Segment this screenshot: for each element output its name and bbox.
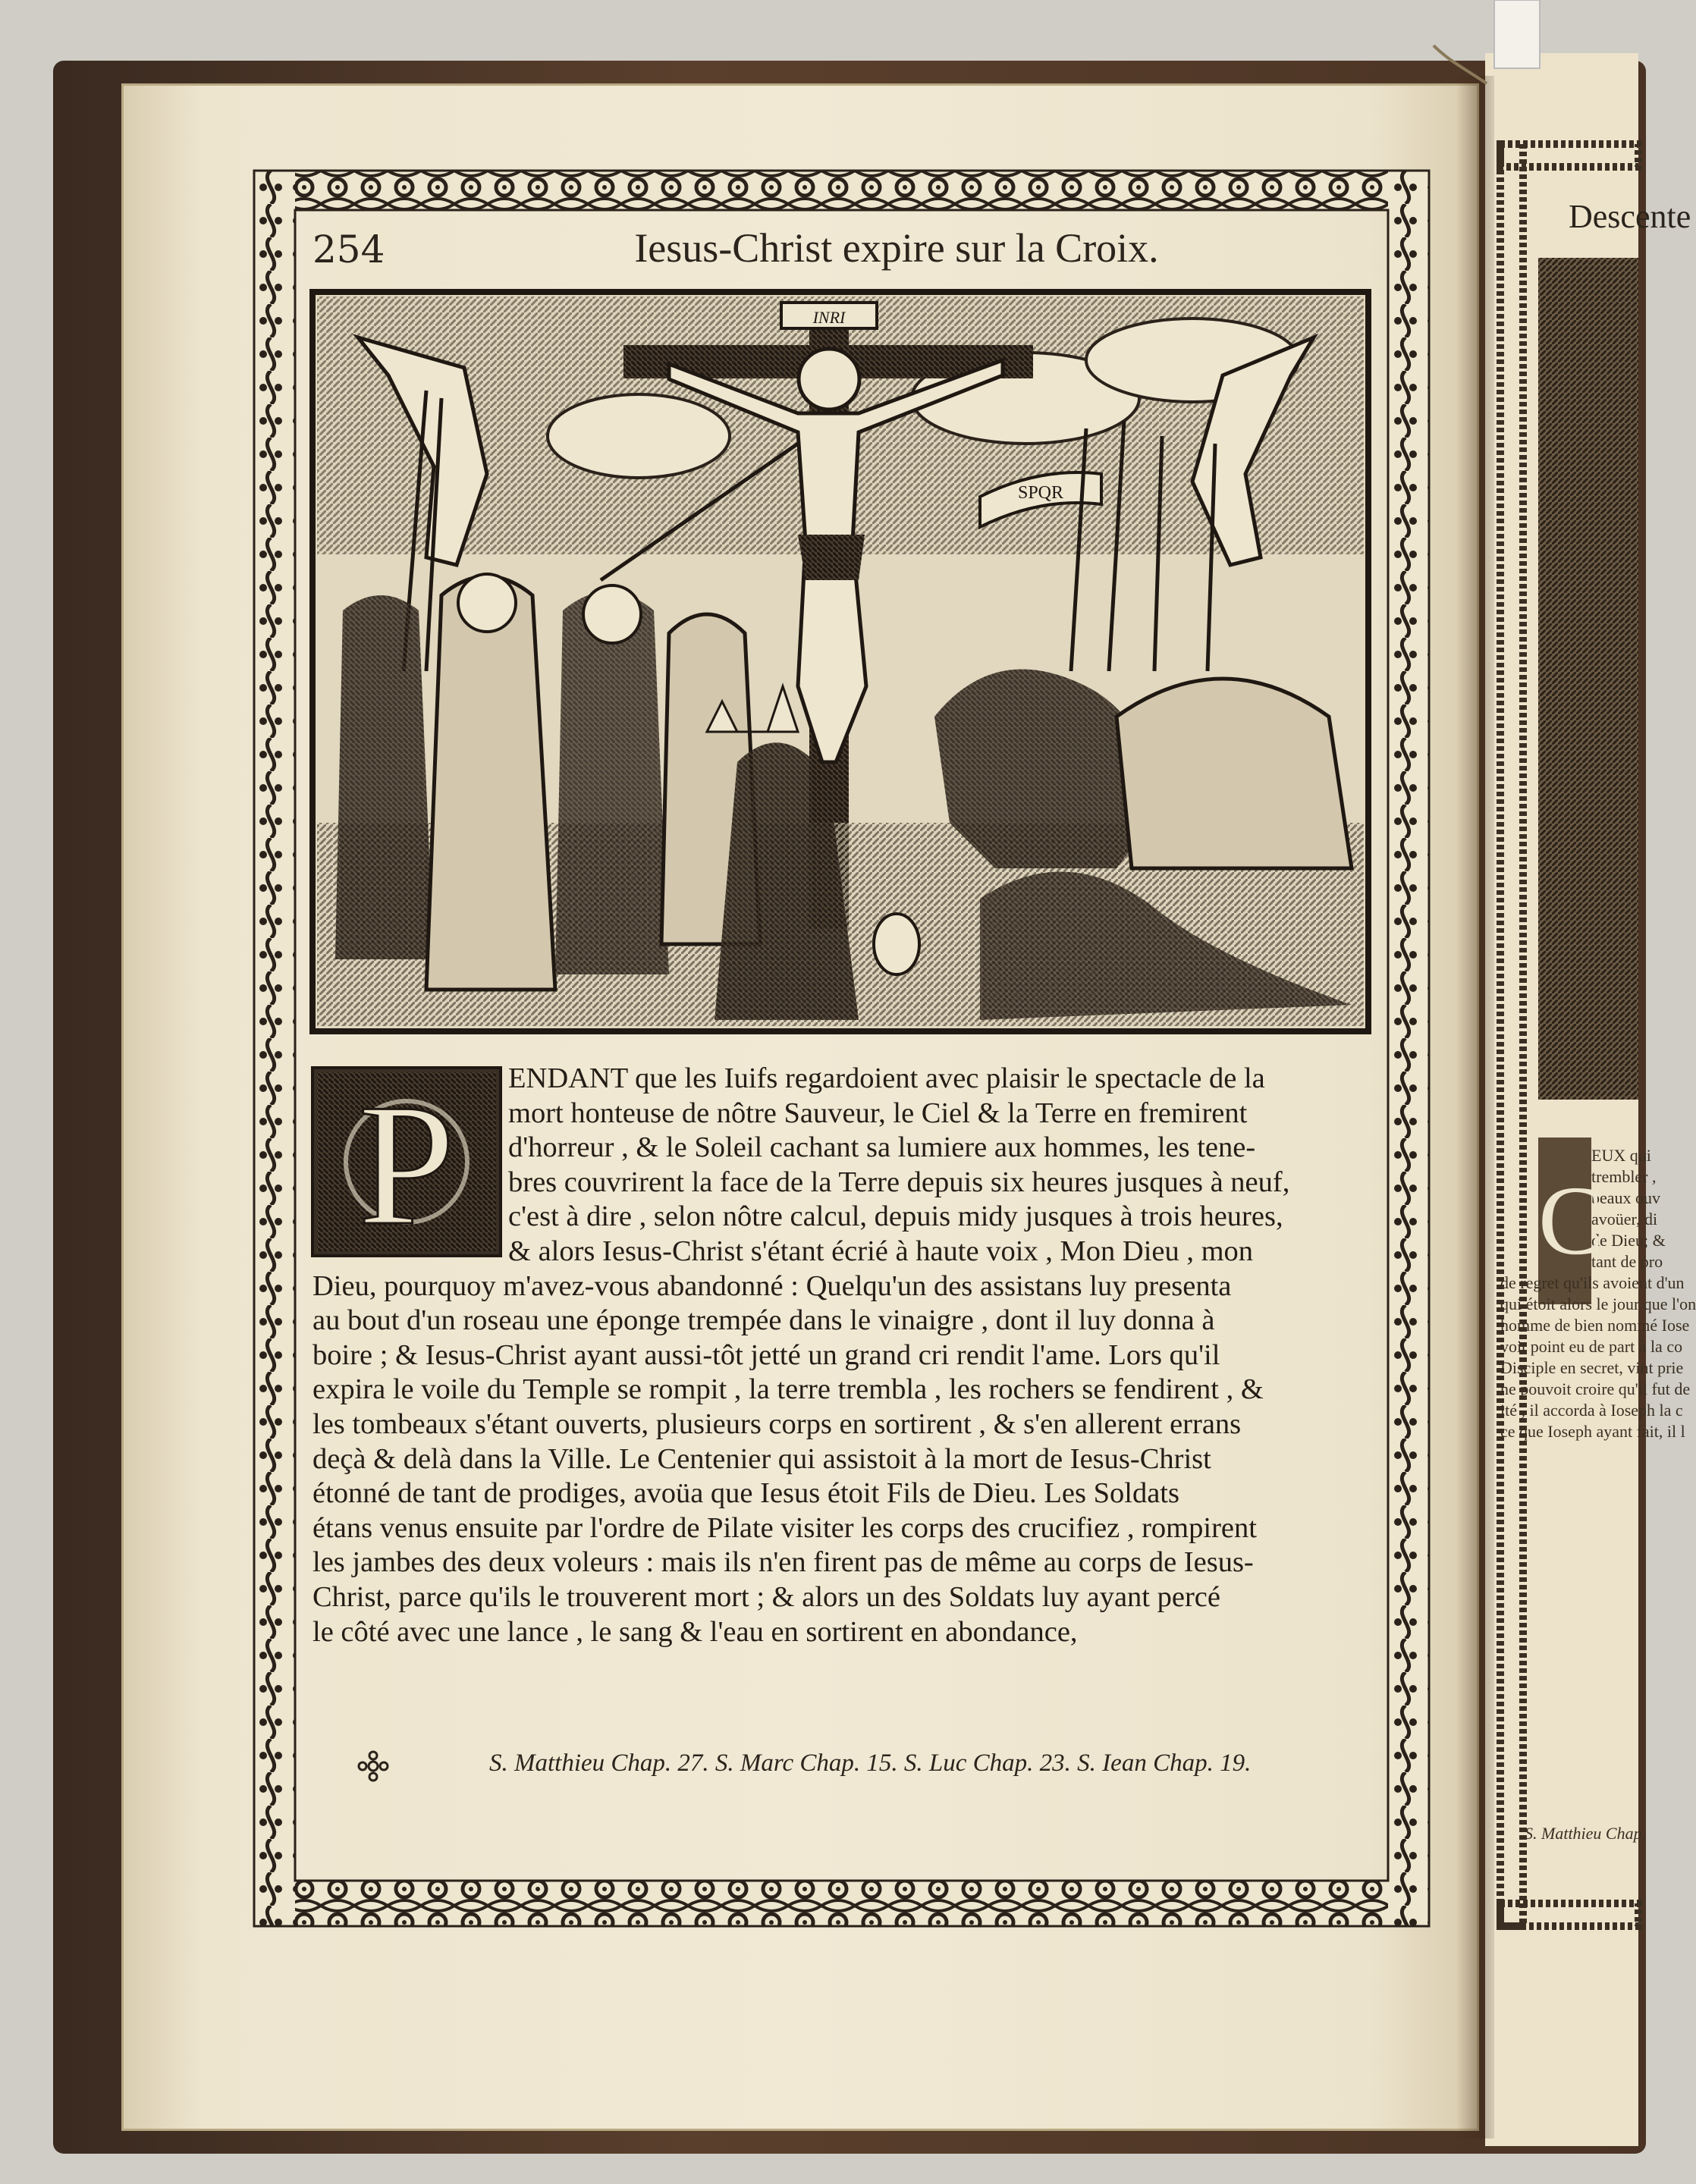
text-line: au bout d'un roseau une éponge trempée dans le vinaigre , dont il luy donna à: [313, 1304, 1215, 1337]
crucifixion-woodcut: [313, 292, 1368, 1031]
facing-line: avoüer, di: [1591, 1210, 1658, 1228]
facing-line: EUX qui: [1591, 1146, 1651, 1165]
facing-line: ne pouvoit croire qu'il fut de: [1500, 1379, 1691, 1398]
text-line: les tombeaux s'étant ouverts, plusieurs corps en sortirent , & s'en allerent errans: [313, 1407, 1242, 1440]
text-line: expira le voile du Temple se rompit , la terre trembla , les rochers se fendirent , &: [313, 1373, 1264, 1406]
text-line: boire ; & Iesus-Christ ayant aussi-tôt jetté un grand cri rendit l'ame. Lors qu'il: [313, 1338, 1220, 1371]
facing-line: voit point eu de part à la co: [1500, 1337, 1683, 1356]
facing-line: homme de bien nommé Iose: [1500, 1316, 1690, 1335]
page-number: 254: [313, 228, 385, 271]
dropcap-letter: P: [358, 1068, 455, 1261]
facing-page: [1485, 53, 1696, 2146]
facing-dropcap: C: [1538, 1166, 1604, 1276]
text-line: bres couvrirent la face de la Terre depuis six heures jusques à neuf,: [508, 1166, 1290, 1198]
facing-line: de regret qu'ils avoient d'un: [1500, 1273, 1685, 1292]
inri-sign: INRI: [812, 308, 846, 327]
facing-page-title: Descente: [1569, 198, 1691, 235]
text-line: le côté avec une lance , le sang & l'eau en sortirent en abondance,: [313, 1615, 1078, 1648]
text-line: d'horreur , & le Soleil cachant sa lumiere aux hommes, les tene-: [508, 1131, 1256, 1164]
facing-line: ce que Ioseph ayant fait, il l: [1500, 1422, 1685, 1441]
facing-line: qui étoit alors le jour que l'on: [1500, 1294, 1696, 1313]
text-line: & alors Iesus-Christ s'étant écrié à haute voix , Mon Dieu , mon: [508, 1235, 1254, 1267]
scripture-footnote: [356, 1748, 1358, 1793]
footnote-text: S. Matthieu Chap. 27. S. Marc Chap. 15. S. Luc Chap. 23. S. Iean Chap. 19.: [489, 1749, 1252, 1777]
text-line: les jambes des deux voleurs : mais ils n'en firent pas de même au corps de Iesus-: [313, 1546, 1254, 1579]
facing-line: beaux ouv: [1591, 1188, 1661, 1207]
text-line: étonné de tant de prodiges, avoüa que Iesus étoit Fils de Dieu. Les Soldats: [313, 1477, 1179, 1510]
facing-line: trembler ,: [1591, 1167, 1657, 1186]
gutter-shadow: [1456, 76, 1494, 2138]
bookmark-ribbon: [1418, 0, 1540, 91]
text-line: c'est à dire , selon nôtre calcul, depuis midy jusques à trois heures,: [508, 1200, 1283, 1233]
fleuron-icon: [356, 1749, 390, 1783]
text-line: étans venus ensuite par l'ordre de Pilate visiter les corps des crucifiez , rompirent: [313, 1511, 1257, 1544]
body-text: [313, 1062, 1367, 1649]
facing-page-footnote: S. Matthieu Chap.: [1525, 1824, 1647, 1843]
facing-line: ité , il accorda à Ioseph la c: [1500, 1401, 1683, 1420]
spqr-banner: SPQR: [1017, 483, 1064, 503]
text-line: Dieu, pourquoy m'avez-vous abandonné : Quelqu'un des assistans luy presenta: [313, 1269, 1232, 1302]
text-line: deçà & delà dans la Ville. Le Centenier qui assistoit à la mort de Iesus-Christ: [313, 1442, 1211, 1475]
text-line: mort honteuse de nôtre Sauveur, le Ciel & la Terre en fremirent: [508, 1097, 1248, 1129]
facing-line: de Dieu; &: [1591, 1231, 1666, 1250]
text-line: Christ, parce qu'ils le trouverent mort ; & alors un des Soldats luy ayant percé: [313, 1580, 1220, 1613]
page-header: [313, 225, 1367, 281]
page-title: Iesus-Christ expire sur la Croix.: [634, 225, 1159, 271]
facing-line: tant de pro: [1591, 1252, 1663, 1271]
facing-line: Disciple en secret, vint prie: [1500, 1358, 1684, 1377]
text-line: ENDANT que les Iuifs regardoient avec plaisir le spectacle de la: [508, 1062, 1265, 1094]
